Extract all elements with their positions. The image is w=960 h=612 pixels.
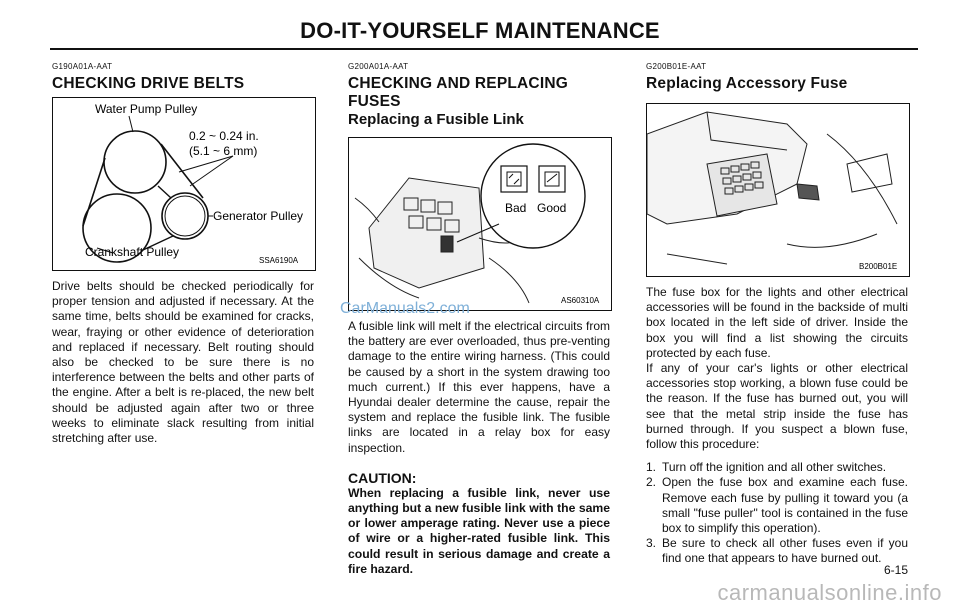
section-fuses — [348, 62, 610, 577]
water-pump-pulley — [104, 131, 166, 193]
leader-gap — [190, 156, 233, 186]
section-subtitle: Replacing a Fusible Link — [348, 111, 524, 128]
label-gap-in: 0.2 ~ 0.24 in. — [189, 129, 259, 143]
site-watermark: CarManuals2.com — [340, 300, 470, 317]
section-body: The fuse box for the lights and other electrical accessories will be found in the backside of multi box located in the left side of driver. Inside the box you will find a list showing the circuits protected by each fuse. — [646, 285, 908, 360]
step-number: 2. — [646, 475, 657, 490]
page-number: 6-15 — [883, 563, 908, 577]
figure-code: B200B01E — [859, 262, 898, 271]
label-crankshaft: Crankshaft Pulley — [85, 245, 180, 259]
label-generator: Generator Pulley — [213, 209, 304, 223]
procedure-step — [646, 536, 908, 566]
section-title: CHECKING DRIVE BELTS — [52, 75, 245, 92]
header-rule — [50, 48, 918, 50]
section-title: Replacing Accessory Fuse — [646, 75, 848, 92]
leader-gap-2 — [179, 156, 233, 172]
magnifier-circle — [481, 144, 585, 248]
section-code: G200A01A-AAT — [348, 62, 409, 71]
step-number: 3. — [646, 536, 657, 551]
drive-belt-figure — [52, 97, 316, 271]
section-code: G190A01A-AAT — [52, 62, 113, 71]
procedure-steps — [646, 460, 908, 566]
step-text: Turn off the ignition and all other switches. — [662, 460, 887, 475]
label-water-pump: Water Pump Pulley — [95, 102, 198, 116]
fusible-link-diagram — [349, 138, 611, 310]
fuse-box-figure — [646, 103, 910, 277]
generator-pulley-inner — [165, 196, 205, 236]
figure-code: AS60310A — [561, 296, 600, 305]
page-header-title: DO-IT-YOURSELF MAINTENANCE — [300, 18, 660, 43]
section-drive-belts — [52, 62, 314, 446]
generator-pulley — [162, 193, 208, 239]
caution-title: CAUTION: — [348, 469, 417, 486]
dashboard-drawing — [647, 112, 897, 264]
procedure-step — [646, 460, 908, 475]
label-bad: Bad — [505, 201, 527, 215]
section-title: CHECKING AND REPLACING FUSES — [348, 75, 568, 110]
label-gap-mm: (5.1 ~ 6 mm) — [189, 144, 258, 158]
step-text: Be sure to check all other fuses even if you find one that appears to have burned out. — [662, 536, 908, 566]
procedure-step — [646, 475, 908, 536]
step-number: 1. — [646, 460, 657, 475]
section-body-2: If any of your car's lights or other electrical accessories stop working, a blown fuse could be the reason. If the fuse has burned out, you will see that the metal strip inside the fuse has burned through. If you suspect a blown fuse, follow this procedure: — [646, 361, 908, 452]
section-accessory-fuse — [646, 62, 908, 567]
footer-watermark: carmanualsonline.info — [717, 580, 942, 605]
belt-inner-run — [158, 186, 171, 198]
figure-code: SSA6190A — [259, 256, 299, 265]
step-text: Open the fuse box and examine each fuse. Remove each fuse by pulling it toward you (a small "fuse puller" tool is contained in the fuse box to simplify this operation). — [662, 475, 908, 536]
fusible-link-figure — [348, 137, 612, 311]
section-code: G200B01E-AAT — [646, 62, 707, 71]
section-body: A fusible link will melt if the electrical circuits from the battery are ever overloaded, thus pre-venting damage to the entire wiring harness. (This could be caused by a short in the system drawing too much current.) If this ever happens, have a Hyundai dealer determine the cause, repair the system and replace the fusible link. The fusible links are located in a relay box for easy inspection. — [348, 319, 610, 455]
belt-left-run — [83, 158, 105, 226]
fuse-box-diagram — [647, 104, 909, 276]
leader-water-pump — [129, 116, 133, 132]
caution-text: When replacing a fusible link, never use anything but a new fusible link with the same or lower amperage rating. Never use a piece of wire or a higher-rated fusible link. This could result in serious damage and create a fire hazard. — [348, 485, 610, 576]
drive-belt-diagram — [53, 98, 315, 270]
label-good: Good — [537, 201, 567, 215]
section-body: Drive belts should be checked periodically for proper tension and adjusted if necessary. At the same time, belts should be examined for cracks, wear, fraying or other evidence of deterioration and replaced if necessary. Belt routing should also be checked to be sure there is no interference between the belts and other parts of the engine. After a belt is re-placed, the new belt should be adjusted again after two or three weeks to eliminate slack resulting from initial stretching after use. — [52, 279, 314, 446]
